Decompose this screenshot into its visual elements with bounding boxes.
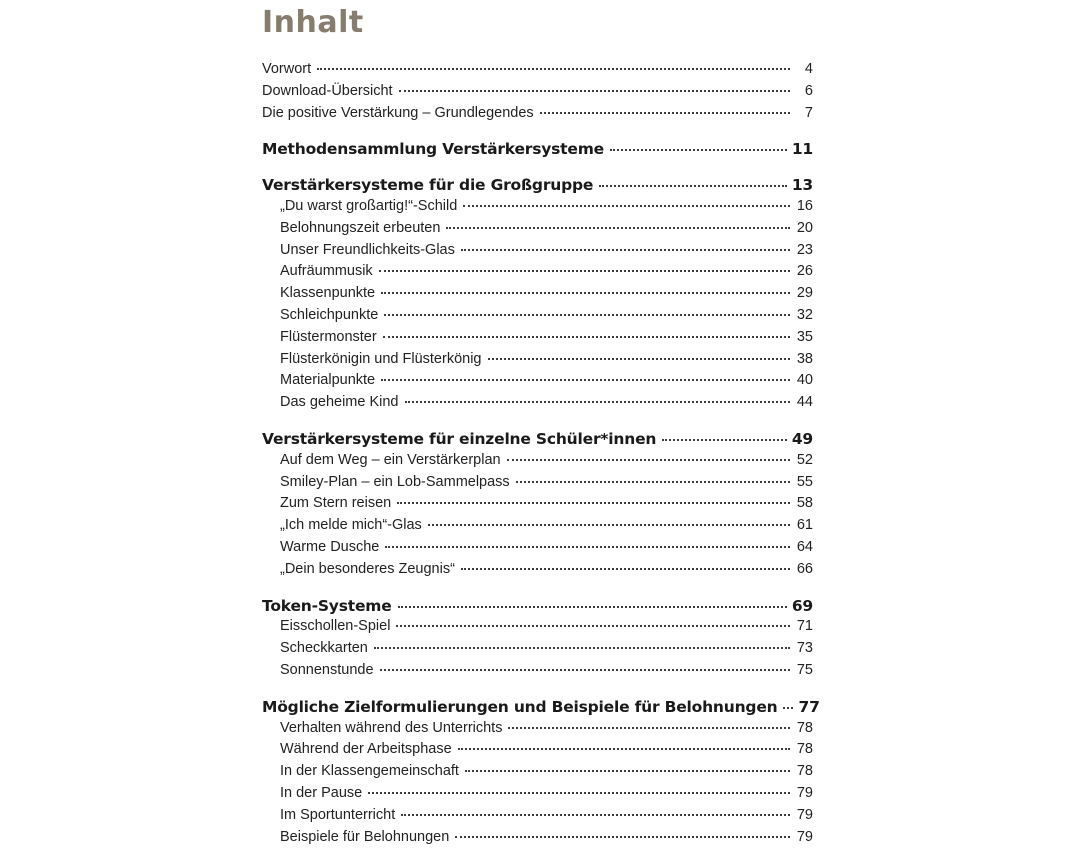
toc-entry-row [262, 640, 813, 662]
toc-entry-page-number: 64 [796, 538, 813, 555]
toc-entry-page-number: 7 [804, 104, 813, 121]
dot-leader [368, 792, 790, 794]
toc-entry-page-number: 73 [796, 640, 813, 657]
toc-group [262, 597, 813, 684]
toc-entry-label: „Ich melde mich“-Glas [280, 517, 422, 534]
toc-group [262, 697, 820, 851]
toc-entry-label: Sonnenstunde [280, 661, 374, 678]
toc-entry-label: Belohnungszeit erbeuten [280, 219, 441, 236]
toc-entry-page-number: 79 [796, 784, 813, 801]
dot-leader [384, 314, 790, 316]
toc-entry-label: Verstärkersysteme für die Großgruppe [262, 176, 594, 195]
toc-entry-label: Verhalten während des Unterrichts [280, 719, 503, 736]
toc-group [262, 430, 813, 583]
toc-entry-row [262, 662, 813, 684]
toc-entry-label: Die positive Verstärkung – Grundlegendes [262, 104, 534, 121]
toc-entry-page-number: 75 [796, 661, 813, 678]
toc-entry-page-number: 71 [796, 618, 813, 635]
dot-leader [380, 669, 790, 671]
dot-leader [401, 814, 790, 816]
toc-entry-label: Zum Stern reisen [280, 495, 392, 512]
toc-entry-page-number: 13 [791, 176, 813, 195]
toc-entry-row [262, 618, 813, 640]
toc-entry-page-number: 29 [796, 285, 813, 302]
toc-entry-row [262, 329, 813, 351]
toc-entry-row [262, 807, 813, 829]
toc-entry-label: Beispiele für Belohnungen [280, 828, 450, 845]
toc-entry-page-number: 44 [796, 394, 813, 411]
dot-leader [662, 439, 787, 441]
toc-entry-row [262, 561, 813, 583]
toc-entry-row [262, 220, 813, 242]
toc-entry-page-number: 20 [796, 219, 813, 236]
toc-entry-page-number: 26 [796, 263, 813, 280]
toc-entry-page-number: 40 [796, 372, 813, 389]
dot-leader [599, 185, 787, 187]
dot-leader [463, 205, 790, 207]
dot-leader [508, 727, 790, 729]
dot-leader [461, 249, 790, 251]
toc-entry-row [262, 452, 813, 474]
toc-entry-label: Auf dem Weg – ein Verstärkerplan [280, 451, 501, 468]
toc-entry-row [262, 198, 813, 220]
dot-leader [428, 524, 790, 526]
dot-leader [381, 292, 790, 294]
toc-entry-row [262, 474, 813, 496]
toc-section-row [262, 140, 813, 162]
toc-entry-page-number: 78 [796, 719, 813, 736]
toc-entry-page-number: 23 [796, 241, 813, 258]
toc-entry-row [262, 372, 813, 394]
toc-entry-page-number: 79 [796, 806, 813, 823]
toc-entry-page-number: 78 [796, 763, 813, 780]
toc-page [262, 0, 820, 850]
toc-section-row [262, 176, 813, 198]
toc-entry-row [262, 285, 813, 307]
dot-leader [461, 568, 790, 570]
toc-entry-page-number: 78 [796, 741, 813, 758]
toc-entry-row [262, 495, 813, 517]
dot-leader [488, 358, 791, 360]
toc-entry-page-number: 61 [796, 517, 813, 534]
toc-entry-label: Mögliche Zielformulierungen und Beispiele für Belohnungen [262, 697, 778, 716]
toc-entry-label: Unser Freundlichkeits-Glas [280, 241, 455, 258]
toc-entry-row [262, 307, 813, 329]
toc-entry-row [262, 83, 813, 105]
toc-entry-row [262, 720, 813, 742]
toc-entry-row [262, 61, 813, 83]
toc-entry-label: Eisschollen-Spiel [280, 618, 391, 635]
toc-list [262, 61, 820, 850]
toc-entry-page-number: 52 [796, 451, 813, 468]
toc-entry-label: Im Sportunterricht [280, 806, 396, 823]
toc-entry-row [262, 763, 813, 785]
toc-entry-row [262, 517, 813, 539]
dot-leader [381, 379, 790, 381]
dot-leader [317, 68, 790, 70]
toc-entry-label: Aufräummusik [280, 263, 373, 280]
dot-leader [383, 336, 790, 338]
toc-entry-label: Flüstermonster [280, 328, 377, 345]
dot-leader [398, 606, 787, 608]
dot-leader [516, 481, 790, 483]
dot-leader [379, 270, 790, 272]
toc-section-row [262, 697, 820, 720]
toc-entry-label: Schleichpunkte [280, 306, 379, 323]
toc-entry-label: In der Pause [280, 784, 363, 801]
toc-entry-label: Verstärkersysteme für einzelne Schüler*innen [262, 429, 657, 448]
toc-entry-label: Flüsterkönigin und Flüsterkönig [280, 350, 482, 367]
toc-entry-label: Methodensammlung Verstärkersysteme [262, 140, 604, 159]
dot-leader [374, 647, 790, 649]
toc-entry-label: Während der Arbeitsphase [280, 741, 452, 758]
dot-leader [446, 227, 790, 229]
toc-entry-row [262, 351, 813, 373]
toc-entry-page-number: 32 [796, 306, 813, 323]
toc-entry-label: In der Klassengemeinschaft [280, 763, 459, 780]
dot-leader [540, 112, 790, 114]
toc-entry-label: Warme Dusche [280, 538, 380, 555]
toc-entry-row [262, 242, 813, 264]
toc-entry-page-number: 35 [796, 328, 813, 345]
toc-section-row [262, 597, 813, 619]
toc-entry-label: Das geheime Kind [280, 394, 399, 411]
toc-entry-page-number: 55 [796, 473, 813, 490]
dot-leader [399, 90, 790, 92]
dot-leader [783, 707, 793, 709]
dot-leader [396, 625, 790, 627]
toc-entry-page-number: 4 [804, 61, 813, 77]
dot-leader [405, 401, 791, 403]
toc-entry-row [262, 539, 813, 561]
dot-leader [385, 546, 790, 548]
toc-group [262, 176, 813, 416]
toc-entry-row [262, 105, 813, 127]
toc-entry-label: Token-Systeme [262, 596, 392, 615]
toc-section-row [262, 430, 813, 452]
toc-entry-page-number: 49 [791, 429, 813, 448]
toc-entry-row [262, 829, 813, 851]
toc-group [262, 140, 813, 162]
toc-entry-page-number: 66 [796, 560, 813, 577]
toc-entry-page-number: 79 [796, 828, 813, 845]
toc-group [262, 61, 813, 126]
toc-entry-row [262, 785, 813, 807]
toc-entry-page-number: 77 [798, 697, 820, 716]
toc-entry-page-number: 6 [804, 82, 813, 99]
dot-leader [458, 748, 790, 750]
toc-entry-page-number: 11 [791, 140, 813, 159]
toc-entry-label: Smiley-Plan – ein Lob-Sammelpass [280, 473, 510, 490]
dot-leader [465, 770, 790, 772]
toc-entry-row [262, 394, 813, 416]
dot-leader [610, 149, 787, 151]
toc-entry-label: „Du warst großartig!“-Schild [280, 197, 458, 214]
toc-entry-label: Download-Übersicht [262, 82, 393, 99]
toc-entry-row [262, 741, 813, 763]
toc-entry-label: „Dein besonderes Zeugnis“ [280, 560, 455, 577]
toc-entry-page-number: 58 [796, 495, 813, 512]
toc-entry-row [262, 263, 813, 285]
dot-leader [507, 459, 790, 461]
dot-leader [397, 502, 790, 504]
toc-entry-page-number: 38 [796, 350, 813, 367]
toc-entry-page-number: 16 [796, 197, 813, 214]
page-title: Inhalt [262, 5, 364, 40]
dot-leader [455, 836, 790, 838]
toc-entry-label: Vorwort [262, 61, 312, 77]
toc-entry-label: Materialpunkte [280, 372, 376, 389]
toc-entry-label: Klassenpunkte [280, 285, 376, 302]
toc-entry-label: Scheckkarten [280, 640, 368, 657]
toc-entry-page-number: 69 [791, 596, 813, 615]
